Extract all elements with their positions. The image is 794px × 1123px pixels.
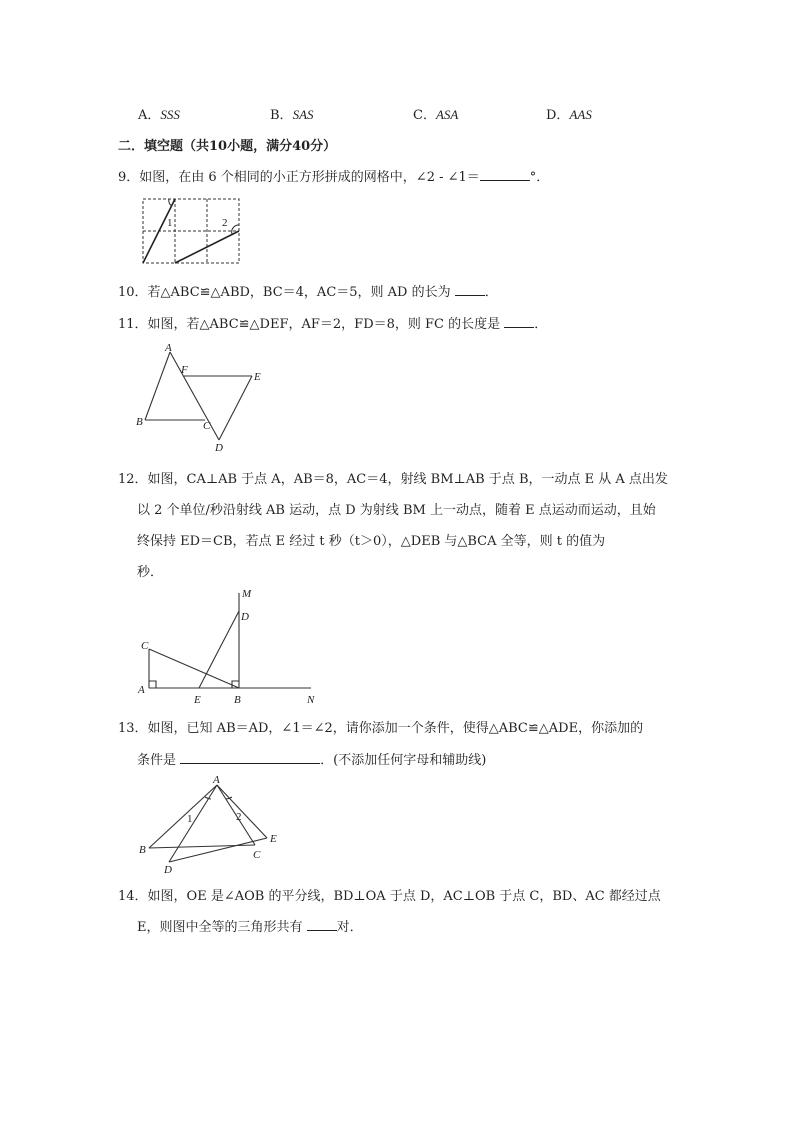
figure-12-label-a: A xyxy=(138,684,145,696)
figure-12-label-e: E xyxy=(194,694,201,706)
option-a: A．SSS xyxy=(138,107,180,123)
figure-11-label-d: D xyxy=(215,442,223,454)
figure-12-label-c: C xyxy=(141,640,149,652)
answer-blank-9 xyxy=(480,168,530,181)
question-9 xyxy=(118,166,549,185)
question-9-text: 9．如图，在由 6 个相同的小正方形拼成的网格中，∠2 - ∠1＝ xyxy=(118,170,480,185)
figure-11-label-a: A xyxy=(165,342,172,354)
figure-13-label-d: D xyxy=(164,864,172,876)
option-c: C．ASA xyxy=(413,107,459,123)
section-title: 二．填空题（共10小题，满分40分） xyxy=(118,139,337,154)
answer-blank-13 xyxy=(180,751,320,764)
figure-13 xyxy=(135,773,295,878)
figure-12-label-m: M xyxy=(242,588,252,600)
figure-12-label-d: D xyxy=(241,611,249,623)
question-12-line-1: 12．如图，CA⊥AB 于点 A，AB＝8，AC＝4，射线 BM⊥AB 于点 B，一动点 E 从 A 点出发 xyxy=(118,472,668,487)
question-14-line-2: E，则图中全等的三角形共有 对． xyxy=(137,920,363,935)
figure-13-label-a: A xyxy=(213,774,220,786)
question-13-line-2: 条件是 ．(不添加任何字母和辅助线) xyxy=(137,753,487,768)
answer-blank-11 xyxy=(504,315,534,328)
figure-9-label-2: 2 xyxy=(222,217,228,229)
question-11: 11．如图，若△ABC≌△DEF，AF＝2，FD＝8，则 FC 的长度是 ． xyxy=(118,317,548,332)
figure-11-label-e: E xyxy=(254,371,261,383)
question-10-text: 10．若△ABC≌△ABD，BC＝4，AC＝5，则 AD 的长为 xyxy=(118,285,451,300)
figure-11-label-f: F xyxy=(181,364,188,376)
figure-9-grid xyxy=(140,196,242,266)
figure-13-label-b: B xyxy=(139,844,146,856)
figure-12-label-n: N xyxy=(307,694,315,706)
question-12-line-2: 以 2 个单位/秒沿射线 AB 运动，点 D 为射线 BM 上一动点，随着 E 点运动而运动，且始 xyxy=(137,503,656,518)
answer-blank-14 xyxy=(307,918,337,931)
question-12-line-4: 秒． xyxy=(137,565,164,580)
figure-13-label-1: 1 xyxy=(187,813,193,825)
figure-13-label-c: C xyxy=(253,849,261,861)
figure-12-label-b: B xyxy=(234,694,241,706)
question-9-suffix: °． xyxy=(529,170,550,185)
figure-11-label-c: C xyxy=(203,420,211,432)
question-14-line-1: 14．如图，OE 是∠AOB 的平分线，BD⊥OA 于点 D，AC⊥OB 于点 C，BD、AC 都经过点 xyxy=(118,889,661,904)
answer-blank-10 xyxy=(455,283,485,296)
figure-12 xyxy=(135,585,325,710)
question-13-line-1: 13．如图，已知 AB＝AD，∠1＝∠2，请你添加一个条件，使得△ABC≌△ADE，你添加的 xyxy=(118,721,644,736)
option-b: B．SAS xyxy=(270,107,314,123)
option-d: D．AAS xyxy=(546,107,592,123)
figure-11-label-b: B xyxy=(136,416,143,428)
question-11-text: 11．如图，若△ABC≌△DEF，AF＝2，FD＝8，则 FC 的长度是 xyxy=(118,317,501,332)
figure-13-label-2: 2 xyxy=(236,811,242,823)
figure-9-label-1: 1 xyxy=(167,217,173,229)
question-10: 10．若△ABC≌△ABD，BC＝4，AC＝5，则 AD 的长为 ． xyxy=(118,285,498,300)
figure-11 xyxy=(135,342,265,454)
figure-13-label-e: E xyxy=(270,833,277,845)
question-12-line-3: 终保持 ED＝CB，若点 E 经过 t 秒（t＞0），△DEB 与△BCA 全等，则 t 的值为 xyxy=(137,534,606,549)
